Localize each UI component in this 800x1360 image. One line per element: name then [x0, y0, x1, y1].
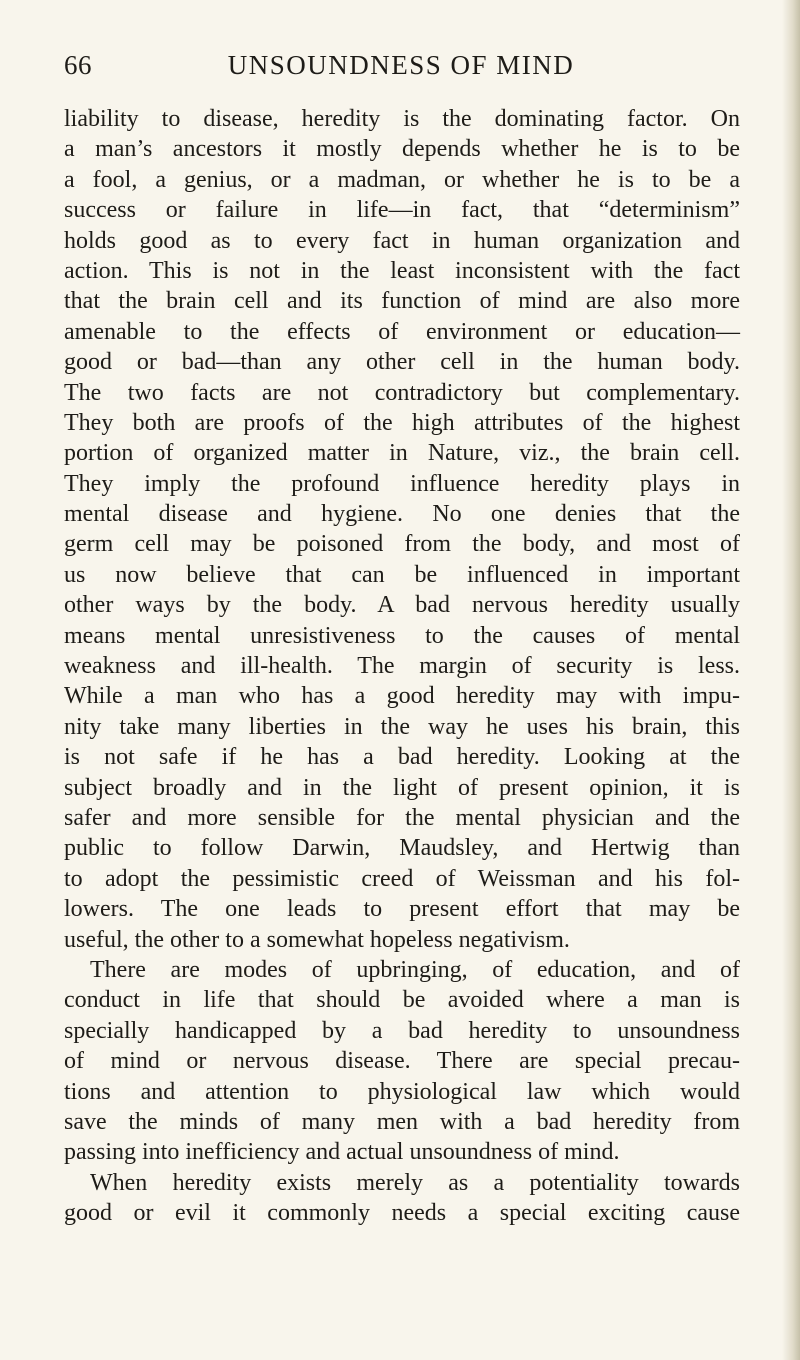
page-edge-shadow — [782, 0, 800, 1360]
text-line: While a man who has a good heredity may with impu- — [64, 683, 740, 710]
text-line: to adopt the pessimistic creed of Weissman and his fol- — [64, 865, 740, 892]
page-number: 66 — [64, 50, 92, 80]
paragraph-start-line: There are modes of upbringing, of education, and of — [90, 956, 740, 983]
text-line: public to follow Darwin, Maudsley, and Hertwig than — [64, 835, 740, 862]
text-line: mental disease and hygiene. No one denies that the — [64, 501, 740, 528]
text-line: a man’s ancestors it mostly depends whether he is to be — [64, 136, 740, 163]
text-line: lowers. The one leads to present effort that may be — [64, 896, 740, 923]
text-line: germ cell may be poisoned from the body, and most of — [64, 531, 740, 558]
text-line: good or evil it commonly needs a special exciting cause — [64, 1200, 740, 1227]
text-line: conduct in life that should be avoided where a man is — [64, 987, 740, 1014]
text-line: The two facts are not contradictory but complementary. — [64, 379, 740, 406]
text-line: action. This is not in the least inconsistent with the fact — [64, 257, 740, 284]
text-line: tions and attention to physiological law which would — [64, 1078, 740, 1105]
text-line: liability to disease, heredity is the dominating factor. On — [64, 106, 740, 132]
page-header — [64, 50, 738, 90]
text-line: a fool, a genius, or a madman, or whether he is to be a — [64, 166, 740, 193]
text-line: weakness and ill-health. The margin of security is less. — [64, 653, 740, 680]
text-line: means mental unresistiveness to the causes of mental — [64, 622, 740, 649]
text-line: safer and more sensible for the mental physician and the — [64, 804, 740, 831]
text-line: of mind or nervous disease. There are special precau- — [64, 1048, 740, 1075]
text-line: save the minds of many men with a bad heredity from — [64, 1108, 740, 1135]
text-line: is not safe if he has a bad heredity. Looking at the — [64, 744, 740, 771]
text-line: that the brain cell and its function of mind are also more — [64, 288, 740, 315]
text-line: portion of organized matter in Nature, viz., the brain cell. — [64, 440, 740, 467]
text-line: good or bad—than any other cell in the human body. — [64, 349, 740, 376]
text-line: success or failure in life—in fact, that “determinism” — [64, 197, 740, 224]
text-line: subject broadly and in the light of present opinion, it is — [64, 774, 740, 801]
text-line: They both are proofs of the high attributes of the highest — [64, 409, 740, 436]
text-line: holds good as to every fact in human organization and — [64, 227, 740, 254]
text-line: passing into inefficiency and actual unsoundness of mind. — [64, 1139, 620, 1166]
running-head: UNSOUNDNESS OF MIND — [227, 50, 575, 80]
text-line: useful, the other to a somewhat hopeless negativism. — [64, 926, 570, 953]
paragraph-start-line: When heredity exists merely as a potentiality towards — [90, 1169, 740, 1196]
text-line: They imply the profound influence heredity plays in — [64, 470, 740, 497]
text-line: amenable to the effects of environment or education— — [64, 318, 740, 345]
body-text — [64, 104, 740, 1228]
text-line: nity take many liberties in the way he uses his brain, this — [64, 713, 740, 740]
text-line: us now believe that can be influenced in important — [64, 561, 740, 588]
text-line: other ways by the body. A bad nervous heredity usually — [64, 592, 740, 619]
text-line: specially handicapped by a bad heredity to unsoundness — [64, 1017, 740, 1044]
